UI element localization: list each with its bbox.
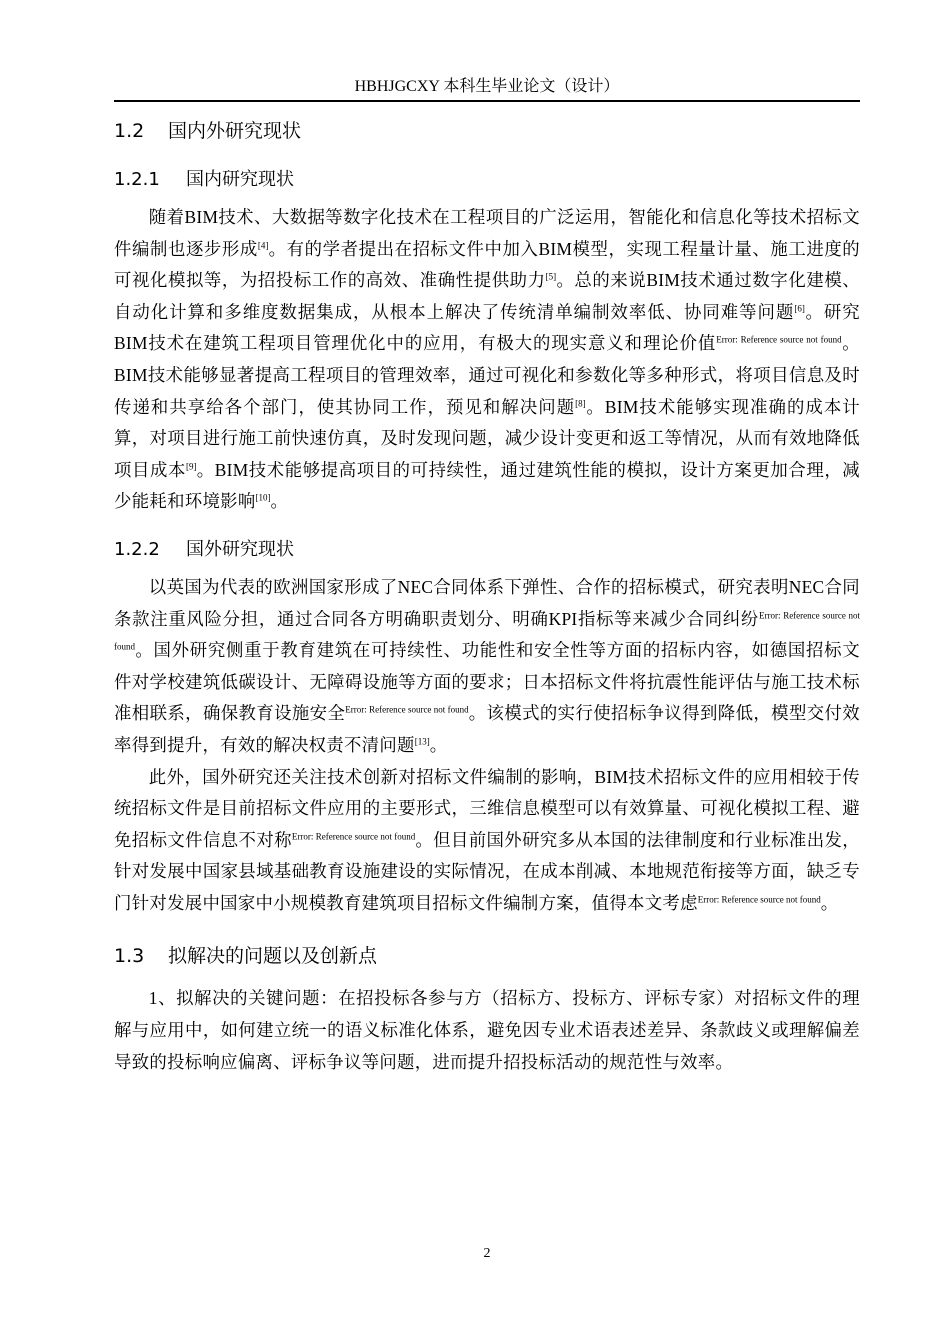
running-header: HBHJGCXY 本科生毕业论文（设计）: [354, 78, 620, 95]
citation-error: Error: Reference source not found: [345, 704, 469, 715]
paragraph-foreign-research-2: 此外，国外研究还关注技术创新对招标文件编制的影响，BIM技术招标文件的应用相较于传统招标文件是目前招标文件应用的主要形式，三维信息模型可以有效算量、可视化模拟工程、避免招标文件信息不对称$^{Error: Reference source not found}$。但目前国外研究多从本国的法律制度和行业标准出发，针对发展中国家县域基础教育设施建设的实际情况，在成本削减、本地规范衔接等方面，缺乏专门针对发展中国家中小规模教育建筑项目招标文件编制方案，值得本文考虑$^{Error: Reference source not found}$。: [114, 766, 860, 913]
citation: [4]: [257, 239, 269, 250]
section-heading-1-2-1: [114, 162, 860, 198]
header-rule: [114, 100, 860, 102]
citation: [8]: [575, 397, 586, 408]
section-number: 1.3: [114, 945, 145, 968]
section-heading-1-2-2: [114, 532, 860, 568]
citation: [5]: [545, 271, 557, 282]
section-title: 国外研究现状: [186, 538, 294, 560]
page-number: 2: [483, 1246, 491, 1261]
section-title: 国内研究现状: [186, 169, 294, 190]
citation: [10]: [255, 492, 271, 503]
section-title: 国内外研究现状: [168, 120, 302, 142]
section-number: 1.2.1: [114, 169, 160, 190]
citation: [6]: [794, 303, 805, 314]
section-heading-1-3: [114, 937, 860, 975]
paragraph-domestic-research: 随着BIM技术、大数据等数字化技术在工程项目的广泛运用，智能化和信息化等技术招标文件编制也逐步形成[4]。有的学者提出在招标文件中加入BIM模型，实现工程量计量、施工进度的可视化模拟等，为招投标工作的高效、准确性提供助力[5]。总的来说BIM技术通过数字化建模、自动化计算和多维度数据集成，从根本上解决了传统清单编制效率低、协同难等问题[6]。研究BIM技术在建筑工程项目管理优化中的应用，有极大的现实意义和理论价值$^{Error: Reference source not found}$。BIM技术能够显著提高工程项目的管理效率，通过可视化和参数化等多种形式，将项目信息及时传递和共享给各个部门，使其协同工作，预见和解决问题[8]。BIM技术能够实现准确的成本计算，对项目进行施工前快速仿真，及时发现问题，减少设计变更和返工等情况，从而有效地降低项目成本[9]。BIM技术能够提高项目的可持续性，通过建筑性能的模拟，设计方案更加合理，减少能耗和环境影响[10]。: [114, 207, 860, 512]
paragraph-key-problems: 1、拟解决的关键问题：在招投标各参与方（招标方、投标方、评标专家）对招标文件的理解与应用中，如何建立统一的语义标准化体系，避免因专业术语表述差异、条款歧义或理解偏差导致的投标响应偏离、评标争议等问题，进而提升招投标活动的规范性与效率。: [114, 988, 860, 1072]
section-number: 1.2.2: [114, 538, 160, 560]
citation-error: Error: Reference source not found: [114, 609, 860, 652]
citation-error: Error: Reference source not found: [291, 830, 416, 841]
section-title: 拟解决的问题以及创新点: [168, 945, 378, 968]
section-heading-1-2: [114, 112, 860, 150]
section-number: 1.2: [114, 120, 145, 142]
citation-error: Error: Reference source not found: [697, 894, 821, 905]
paragraph-foreign-research-1: 以英国为代表的欧洲国家形成了NEC合同体系下弹性、合作的招标模式，研究表明NEC合同条款注重风险分担，通过合同各方明确职责划分、明确KPI指标等来减少合同纠纷$^{Error: Reference source not found}$。国外研究侧重于教育建筑在可持续性、功能性和安全性等方面的招标内容，如德国招标文件对学校建筑低碳设计、无障碍设施等方面的要求；日本招标文件将抗震性能评估与施工技术标准相联系，确保教育设施安全$^{Error: Reference source not found}$。该模式的实行使招标争议得到降低，模型交付效率得到提升，有效的解决权责不清问题[13]。: [114, 576, 860, 755]
citation: [13]: [414, 736, 430, 747]
page-body: [114, 112, 860, 1078]
citation: [9]: [185, 461, 197, 471]
citation-error: Error: Reference source not found: [716, 334, 842, 345]
